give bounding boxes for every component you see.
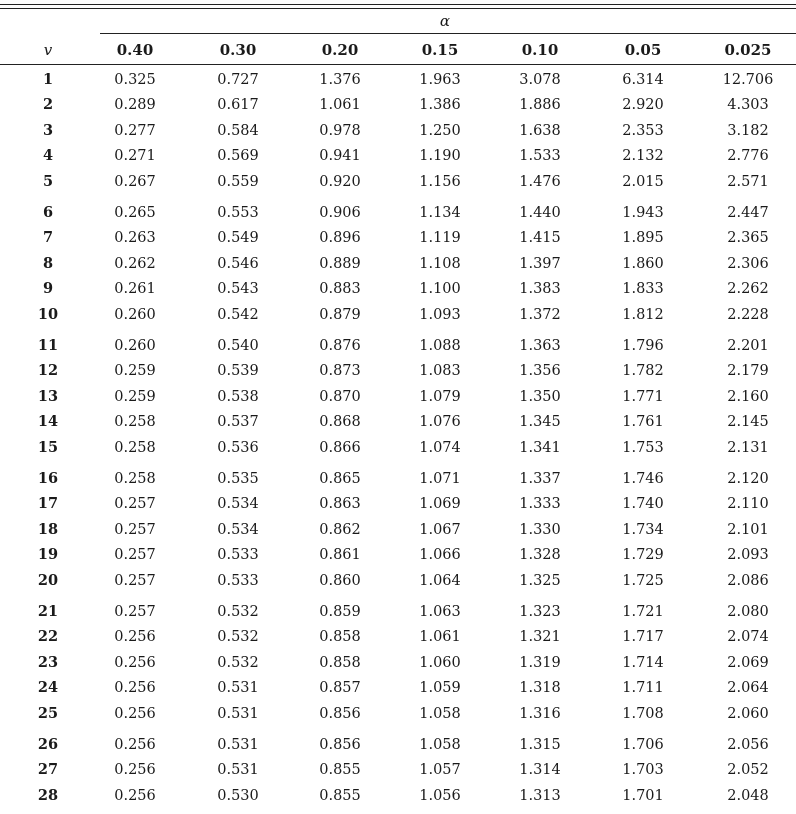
- row-label-dof: 6: [42, 204, 54, 221]
- table-cell: 0.277: [114, 122, 156, 139]
- table-cell: 1.060: [419, 654, 461, 671]
- table-cell: 2.086: [727, 572, 769, 589]
- row-label-dof: 5: [42, 172, 54, 190]
- table-cell: 0.256: [114, 680, 156, 697]
- table-cell: 12.706: [722, 72, 774, 88]
- table-cell: 2.060: [727, 705, 769, 722]
- table-cell: 0.531: [217, 762, 259, 779]
- table-cell: 0.259: [114, 363, 156, 380]
- table-cell: 1.059: [419, 680, 461, 697]
- table-cell: 2.131: [727, 439, 769, 456]
- table-cell: 0.265: [114, 205, 156, 221]
- table-row: [0, 676, 796, 700]
- column-header-alpha: 0.025: [724, 41, 772, 59]
- table-cell: 1.356: [519, 363, 561, 380]
- table-cell: 1.083: [419, 363, 461, 380]
- table-cell: 2.093: [727, 547, 769, 564]
- row-label-dof: 8: [42, 254, 54, 272]
- table-row: [0, 651, 796, 675]
- table-cell: 0.325: [114, 72, 156, 88]
- table-cell: 0.543: [217, 281, 259, 298]
- table-row: [0, 170, 796, 194]
- table-cell: 1.533: [519, 148, 561, 165]
- table-cell: 1.108: [419, 255, 461, 272]
- table-cell: 1.341: [519, 439, 561, 456]
- table-cell: 0.876: [319, 338, 361, 354]
- table-cell: 1.061: [319, 97, 361, 114]
- table-cell: 0.537: [217, 414, 259, 431]
- table-cell: 0.257: [114, 521, 156, 538]
- table-cell: 0.858: [319, 629, 361, 646]
- table-row: [0, 334, 796, 358]
- table-cell: 0.569: [217, 148, 259, 165]
- table-cell: 2.160: [727, 388, 769, 405]
- table-row: [0, 518, 796, 542]
- table-cell: 1.372: [519, 306, 561, 323]
- column-header-alpha: 0.05: [624, 41, 662, 59]
- row-label-dof: 14: [37, 413, 59, 431]
- row-label-dof: 15: [37, 438, 59, 456]
- table-cell: 0.617: [217, 97, 259, 114]
- table-row: [0, 600, 796, 624]
- table-cell: 1.706: [622, 737, 664, 753]
- table-cell: 1.725: [622, 572, 664, 589]
- table-cell: 2.101: [727, 521, 769, 538]
- table-row: [0, 144, 796, 168]
- table-cell: 2.920: [622, 97, 664, 114]
- table-cell: 1.190: [419, 148, 461, 165]
- table-row: [0, 702, 796, 726]
- table-cell: 0.889: [319, 255, 361, 272]
- top-rule-double: [0, 8, 796, 9]
- table-cell: 0.978: [319, 122, 361, 139]
- table-cell: 0.258: [114, 471, 156, 487]
- row-label-dof: 12: [37, 362, 59, 380]
- table-cell: 0.271: [114, 148, 156, 165]
- table-row: [0, 93, 796, 117]
- table-cell: 0.540: [217, 338, 259, 354]
- row-label-dof: 26: [37, 736, 59, 753]
- column-header-alpha: 0.40: [116, 41, 154, 59]
- table-cell: 0.868: [319, 414, 361, 431]
- table-cell: 2.132: [622, 148, 664, 165]
- table-cell: 0.870: [319, 388, 361, 405]
- table-cell: 0.906: [319, 205, 361, 221]
- table-cell: 2.306: [727, 255, 769, 272]
- table-cell: 0.256: [114, 629, 156, 646]
- table-cell: 1.156: [419, 173, 461, 190]
- table-cell: 0.858: [319, 654, 361, 671]
- table-cell: 2.228: [727, 306, 769, 323]
- table-cell: 1.119: [419, 230, 461, 247]
- table-cell: 1.386: [419, 97, 461, 114]
- table-row: [0, 492, 796, 516]
- row-label-dof: 23: [37, 653, 59, 671]
- table-cell: 1.079: [419, 388, 461, 405]
- table-cell: 0.258: [114, 414, 156, 431]
- table-cell: 2.080: [727, 604, 769, 620]
- table-cell: 1.067: [419, 521, 461, 538]
- table-cell: 1.943: [622, 205, 664, 221]
- row-label-dof: 9: [42, 280, 54, 298]
- table-cell: 0.538: [217, 388, 259, 405]
- row-label-dof: 27: [37, 761, 59, 779]
- table-cell: 2.447: [727, 205, 769, 221]
- table-cell: 3.182: [727, 122, 769, 139]
- row-label-dof: 13: [37, 387, 59, 405]
- table-cell: 1.383: [519, 281, 561, 298]
- table-cell: 0.531: [217, 737, 259, 753]
- column-header-alpha: 0.30: [219, 41, 257, 59]
- table-cell: 2.064: [727, 680, 769, 697]
- row-label-dof: 7: [42, 229, 54, 247]
- table-cell: 1.071: [419, 471, 461, 487]
- table-cell: 1.337: [519, 471, 561, 487]
- table-cell: 0.896: [319, 230, 361, 247]
- table-cell: 0.259: [114, 388, 156, 405]
- table-cell: 0.531: [217, 680, 259, 697]
- table-cell: 0.289: [114, 97, 156, 114]
- table-row: [0, 385, 796, 409]
- table-cell: 2.074: [727, 629, 769, 646]
- table-row: [0, 277, 796, 301]
- table-cell: 0.257: [114, 547, 156, 564]
- table-cell: 1.058: [419, 705, 461, 722]
- table-cell: 0.856: [319, 705, 361, 722]
- table-row: [0, 625, 796, 649]
- alpha-span-rule: [100, 33, 796, 34]
- table-cell: 1.714: [622, 654, 664, 671]
- table-cell: 0.863: [319, 496, 361, 513]
- table-cell: 1.316: [519, 705, 561, 722]
- table-cell: 1.315: [519, 737, 561, 753]
- table-cell: 1.746: [622, 471, 664, 487]
- table-cell: 0.256: [114, 705, 156, 722]
- table-cell: 1.963: [419, 72, 461, 88]
- table-cell: 1.350: [519, 388, 561, 405]
- table-cell: 0.873: [319, 363, 361, 380]
- table-cell: 1.093: [419, 306, 461, 323]
- table-cell: 1.729: [622, 547, 664, 564]
- table-cell: 2.776: [727, 148, 769, 165]
- table-row: [0, 733, 796, 757]
- table-cell: 0.536: [217, 439, 259, 456]
- table-cell: 0.855: [319, 762, 361, 779]
- table-cell: 0.542: [217, 306, 259, 323]
- row-label-dof: 10: [37, 305, 59, 323]
- table-cell: 0.261: [114, 281, 156, 298]
- table-cell: 2.069: [727, 654, 769, 671]
- table-cell: 0.256: [114, 737, 156, 753]
- table-cell: 1.074: [419, 439, 461, 456]
- table-cell: 0.856: [319, 737, 361, 753]
- table-cell: 0.531: [217, 705, 259, 722]
- table-cell: 1.721: [622, 604, 664, 620]
- table-cell: 1.376: [319, 72, 361, 88]
- table-cell: 1.323: [519, 604, 561, 620]
- table-cell: 2.262: [727, 281, 769, 298]
- table-cell: 1.701: [622, 787, 664, 804]
- column-header-alpha: 0.10: [521, 41, 559, 59]
- table-row: [0, 303, 796, 327]
- table-cell: 0.559: [217, 173, 259, 190]
- row-label-dof: 24: [37, 679, 59, 697]
- table-cell: 0.859: [319, 604, 361, 620]
- row-label-dof: 25: [37, 704, 59, 722]
- table-cell: 0.257: [114, 572, 156, 589]
- table-cell: 0.549: [217, 230, 259, 247]
- table-cell: 1.796: [622, 338, 664, 354]
- table-row: [0, 201, 796, 225]
- table-cell: 1.761: [622, 414, 664, 431]
- row-label-dof: 18: [37, 520, 59, 538]
- table-cell: 1.860: [622, 255, 664, 272]
- table-cell: 1.325: [519, 572, 561, 589]
- table-cell: 0.546: [217, 255, 259, 272]
- table-cell: 1.330: [519, 521, 561, 538]
- table-cell: 2.353: [622, 122, 664, 139]
- table-cell: 0.941: [319, 148, 361, 165]
- table-cell: 0.533: [217, 572, 259, 589]
- table-cell: 1.318: [519, 680, 561, 697]
- table-cell: 6.314: [622, 72, 664, 88]
- table-cell: 1.100: [419, 281, 461, 298]
- column-header-row: [0, 38, 796, 62]
- row-label-dof: 3: [42, 121, 54, 139]
- row-label-dof: 11: [37, 337, 59, 354]
- table-cell: 1.313: [519, 787, 561, 804]
- column-header-alpha: 0.20: [321, 41, 359, 59]
- table-cell: 1.771: [622, 388, 664, 405]
- table-cell: 4.303: [727, 97, 769, 114]
- table-cell: 1.895: [622, 230, 664, 247]
- table-row: [0, 758, 796, 782]
- table-cell: 1.319: [519, 654, 561, 671]
- table-row: [0, 569, 796, 593]
- table-cell: 1.397: [519, 255, 561, 272]
- table-row: [0, 543, 796, 567]
- table-cell: 0.862: [319, 521, 361, 538]
- table-cell: 0.530: [217, 787, 259, 804]
- table-row: [0, 359, 796, 383]
- table-row: [0, 252, 796, 276]
- table-cell: 1.134: [419, 205, 461, 221]
- header-rule: [0, 64, 796, 65]
- table-cell: 1.363: [519, 338, 561, 354]
- table-cell: 1.056: [419, 787, 461, 804]
- table-cell: 0.535: [217, 471, 259, 487]
- table-cell: 2.145: [727, 414, 769, 431]
- table-row: [0, 410, 796, 434]
- table-cell: 1.812: [622, 306, 664, 323]
- table-cell: 0.539: [217, 363, 259, 380]
- table-cell: 1.717: [622, 629, 664, 646]
- table-cell: 0.866: [319, 439, 361, 456]
- table-cell: 1.711: [622, 680, 664, 697]
- table-cell: 2.179: [727, 363, 769, 380]
- row-label-dof: 17: [37, 495, 59, 513]
- table-cell: 2.015: [622, 173, 664, 190]
- table-cell: 0.920: [319, 173, 361, 190]
- table-cell: 0.256: [114, 654, 156, 671]
- table-cell: 1.440: [519, 205, 561, 221]
- table-cell: 1.328: [519, 547, 561, 564]
- table-cell: 0.860: [319, 572, 361, 589]
- table-cell: 0.534: [217, 521, 259, 538]
- row-label-dof: 4: [42, 147, 54, 165]
- table-cell: 1.833: [622, 281, 664, 298]
- table-cell: 2.201: [727, 338, 769, 354]
- table-cell: 1.066: [419, 547, 461, 564]
- nu-header: v: [43, 41, 53, 59]
- alpha-header: α: [439, 12, 451, 30]
- table-row: [0, 119, 796, 143]
- table-cell: 1.061: [419, 629, 461, 646]
- table-cell: 0.861: [319, 547, 361, 564]
- table-cell: 2.571: [727, 173, 769, 190]
- top-rule: [0, 4, 796, 5]
- table-cell: 2.120: [727, 471, 769, 487]
- table-cell: 2.365: [727, 230, 769, 247]
- table-cell: 0.857: [319, 680, 361, 697]
- table-cell: 0.260: [114, 306, 156, 323]
- table-cell: 1.703: [622, 762, 664, 779]
- row-label-dof: 19: [37, 546, 59, 564]
- table-cell: 1.708: [622, 705, 664, 722]
- table-cell: 0.883: [319, 281, 361, 298]
- table-cell: 0.532: [217, 604, 259, 620]
- table-cell: 0.260: [114, 338, 156, 354]
- table-cell: 0.263: [114, 230, 156, 247]
- table-cell: 2.048: [727, 787, 769, 804]
- table-cell: 0.256: [114, 762, 156, 779]
- table-cell: 0.553: [217, 205, 259, 221]
- table-cell: 1.415: [519, 230, 561, 247]
- table-cell: 2.110: [727, 496, 769, 513]
- table-cell: 1.734: [622, 521, 664, 538]
- table-cell: 1.886: [519, 97, 561, 114]
- table-cell: 1.638: [519, 122, 561, 139]
- table-cell: 0.532: [217, 629, 259, 646]
- table-cell: 0.257: [114, 496, 156, 513]
- table-cell: 0.533: [217, 547, 259, 564]
- table-cell: 1.345: [519, 414, 561, 431]
- table-cell: 1.753: [622, 439, 664, 456]
- table-cell: 0.267: [114, 173, 156, 190]
- table-row: [0, 436, 796, 460]
- table-cell: 0.256: [114, 787, 156, 804]
- row-label-dof: 2: [42, 96, 54, 114]
- table-cell: 1.321: [519, 629, 561, 646]
- table-cell: 1.069: [419, 496, 461, 513]
- row-label-dof: 22: [37, 628, 59, 646]
- table-cell: 3.078: [519, 72, 561, 88]
- table-cell: 0.258: [114, 439, 156, 456]
- table-cell: 2.056: [727, 737, 769, 753]
- row-label-dof: 28: [37, 786, 59, 804]
- row-label-dof: 16: [37, 470, 59, 487]
- table-cell: 1.076: [419, 414, 461, 431]
- table-cell: 1.476: [519, 173, 561, 190]
- row-label-dof: 20: [37, 571, 59, 589]
- table-cell: 0.727: [217, 72, 259, 88]
- table-cell: 1.064: [419, 572, 461, 589]
- table-cell: 1.314: [519, 762, 561, 779]
- table-row: [0, 784, 796, 808]
- table-cell: 0.532: [217, 654, 259, 671]
- row-label-dof: 21: [37, 603, 59, 620]
- table-cell: 1.088: [419, 338, 461, 354]
- table-cell: 1.333: [519, 496, 561, 513]
- table-cell: 1.058: [419, 737, 461, 753]
- table-cell: 0.855: [319, 787, 361, 804]
- table-cell: 1.057: [419, 762, 461, 779]
- table-cell: 1.782: [622, 363, 664, 380]
- table-row: [0, 467, 796, 491]
- table-cell: 1.063: [419, 604, 461, 620]
- table-cell: 0.262: [114, 255, 156, 272]
- table-cell: 2.052: [727, 762, 769, 779]
- table-cell: 0.879: [319, 306, 361, 323]
- table-row: [0, 68, 796, 92]
- table-cell: 0.534: [217, 496, 259, 513]
- table-cell: 0.257: [114, 604, 156, 620]
- row-label-dof: 1: [42, 71, 54, 88]
- column-header-alpha: 0.15: [421, 41, 459, 59]
- table-cell: 1.250: [419, 122, 461, 139]
- table-cell: 1.740: [622, 496, 664, 513]
- table-row: [0, 226, 796, 250]
- table-cell: 0.584: [217, 122, 259, 139]
- table-cell: 0.865: [319, 471, 361, 487]
